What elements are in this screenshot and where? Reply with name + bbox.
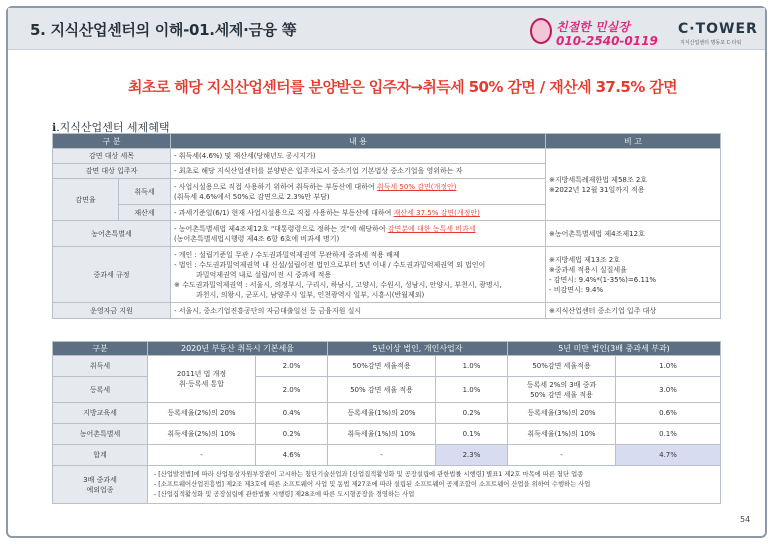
rate-cell: 3.0% [616,377,721,403]
promo-name: 친절한 민실장 [556,20,630,34]
total-cell: 2.3% [436,445,508,466]
row-label-total: 합계 [53,445,148,466]
row-label-exceptions [53,466,148,504]
row-remarks [546,247,721,303]
row-label: 중과세 규정 [53,247,171,303]
remark-line: ※지방세법 제13조 2호 [549,255,621,264]
note-line: - [소프트웨어산업진흥법] 제2조 제3호에 따른 소프트웨어 사업 및 동법 제27조에 따라 설립된 소프트웨어 공제조합이 소프트웨어 산업을 위하여 수행하는 사업 [154,480,591,488]
agent-avatar-icon [530,18,552,44]
rate-cell: 0.2% [256,424,328,445]
rate-cell: 2.0% [256,377,328,403]
highlight-text: 재산세 37.5% 감면(개정안) [393,208,480,217]
row-remarks: ※지식산업센터 중소기업 입주 대상 [546,303,721,319]
desc-cell: 50%감면 세율적용 [328,356,436,377]
col-header-remarks: 비 고 [546,134,721,149]
note-line: - [산업집적활성화 및 공장설립에 관한법률 시행령] 제28조에 따른 도시형공장을 경영하는 사업 [154,490,415,498]
row-label: 취득세 [53,356,148,377]
remark-line: ※지방세특례제한법 제58조 2호 [549,175,648,184]
row-content [171,205,546,221]
rate-cell: 0.6% [616,403,721,424]
content-text: - 개인 : 설립기준일 무관 / 수도권과밀억제권역 무관하게 중과세 적용 배제 [174,250,400,259]
row-label: 감면율 [53,179,119,221]
header-bar [8,8,765,50]
col-header-category: 구 분 [53,134,171,149]
col-header-content: 내 용 [171,134,546,149]
total-cell: 4.6% [256,445,328,466]
exception-notes [148,466,721,504]
desc-cell: - [508,445,616,466]
col-header-under-5yr: 5년 미만 법인(3배 중과세 부과) [508,342,721,356]
content-text: - 과세기준일(6/1) 현재 사업시설용으로 직접 사용하는 부동산에 대하여 [174,208,394,217]
content-text: ※ 수도권과밀억제권역 : 서울시, 의정부시, 구리시, 하남시, 고양시, 수원시, 성남시, 안양시, 부천시, 광명시, [174,280,502,289]
desc-cell: 등록세율(1%)의 20% [328,403,436,424]
desc-cell: 취득세율(2%)의 10% [148,424,256,445]
col-header-5yr-plus: 5년이상 법인, 개인사업자 [328,342,508,356]
row-remarks [546,149,721,221]
rate-cell: 1.0% [436,356,508,377]
info-icon: ℹ [52,121,57,134]
content-text: 과천시, 의왕시, 군포시, 남양주시 일부, 인천광역시 일부, 시흥시(반월제외) [196,290,425,299]
content-text: - 법인 : 수도권과밀억제권역 내 신설/설립이전 법인으로부터 5년 이내 / 수도권과밀억제권역 외 법인이 [174,260,486,269]
row-label: 감면 대상 세목 [53,149,171,164]
rate-cell: 1.0% [616,356,721,377]
desc-cell: - [148,445,256,466]
row-label: 감면 대상 입주자 [53,164,171,179]
section-title-text: .지식산업센터 세제혜택 [56,121,170,134]
merged-note: 2011년 법 개정 취·등록세 통합 [148,356,256,403]
row-content: - 서울시, 중소기업진흥공단의 자금대출일선 등 금융지원 실시 [171,303,546,319]
row-content [171,247,546,303]
content-text: 과밀억제권역 내로 설립/이전 시 중과세 적용 [196,270,332,279]
remark-line: - 비감면시: 9.4% [549,285,604,294]
tax-rate-table [52,341,721,504]
brand-logo: C·TOWER [678,21,758,37]
col-header-category: 구분 [53,342,148,356]
highlight-text: 감면분에 대한 농특세 비과세 [387,224,476,233]
desc-cell: 50% 감면 세율 적용 [328,377,436,403]
row-content [171,179,546,205]
note-line: - [산업발전법]에 따라 산업통상자원부장관이 고시하는 첨단기술산업과 [산업집적활성화 및 공장설립에 관한법률 시행령] 별표1 제2호 마목에 따른 첨단 업종 [154,470,584,478]
rate-cell: 0.4% [256,403,328,424]
rate-cell: 0.1% [436,424,508,445]
row-label: 등록세 [53,377,148,403]
highlight-text: 취득세 50% 감면(개정안) [376,182,457,191]
row-content [171,221,546,247]
promo-phone: 010-2540-0119 [556,34,658,48]
desc-cell: 취득세율(1%)의 10% [328,424,436,445]
content-text: (취득세 4.6%에서 50%로 감면으로 2.3%만 부담) [174,192,330,201]
desc-cell: - [328,445,436,466]
desc-cell: 등록세율(2%)의 20% [148,403,256,424]
row-remarks: ※농어촌특별세법 제4조제12호 [546,221,721,247]
total-cell: 4.7% [616,445,721,466]
desc-cell: 50%감면 세율적용 [508,356,616,377]
content-text: - 사업시설용으로 직접 사용하기 위하여 취득하는 부동산에 대하여 [174,182,377,191]
row-content: - 취득세(4.6%) 및 재산세(당해년도 공시지가) [171,149,546,164]
rate-cell: 0.2% [436,403,508,424]
brand-logo-sub: 지식산업센터 명동포 C·타워 [680,40,742,46]
rate-cell: 0.1% [616,424,721,445]
remark-line: - 감면시: 9.4%*(1-35%)=6.11% [549,275,657,284]
col-header-base-rate: 2020년 부동산 취득시 기본세율 [148,342,328,356]
label-line: 예외업종 [86,485,114,494]
tax-benefit-table [52,133,721,319]
row-label: 농어촌특별세 [53,424,148,445]
remark-line: ※2022년 12월 31일까지 적용 [549,185,645,194]
row-content: - 최초로 해당 지식산업센터를 분양받은 입주자로서 중소기업 기본법상 중소기업을 영위하는 자 [171,164,546,179]
row-label: 농어촌특별세 [53,221,171,247]
desc-cell: 취득세율(1%)의 10% [508,424,616,445]
row-label: 지방교육세 [53,403,148,424]
row-sublabel: 재산세 [119,205,171,221]
row-label: 운영자금 지원 [53,303,171,319]
remark-line: ※중과세 적용시 실질세율 [549,265,627,274]
label-line: 3배 중과세 [83,475,117,484]
page-number: 54 [740,515,751,524]
content-text: - 농어촌특별세법 제4조제12호 "대통령령으로 정하는 것"에 해당하여 [174,224,388,233]
desc-cell: 등록세율(3%)의 20% [508,403,616,424]
page-title: 5. 지식산업센터의 이해-01.세제·금융 等 [30,21,297,39]
desc-cell: 등록세 2%의 3배 중과 50% 감면 세율 적용 [508,377,616,403]
rate-cell: 1.0% [436,377,508,403]
rate-cell: 2.0% [256,356,328,377]
content-text: (농어촌특별세법시행령 제4조 6항 6호에 비과세 명기) [174,234,340,243]
headline: 최초로 해당 지식산업센터를 분양받은 입주자→취득세 50% 감면 / 재산세 37.5% 감면 [128,78,678,96]
row-sublabel: 취득세 [119,179,171,205]
